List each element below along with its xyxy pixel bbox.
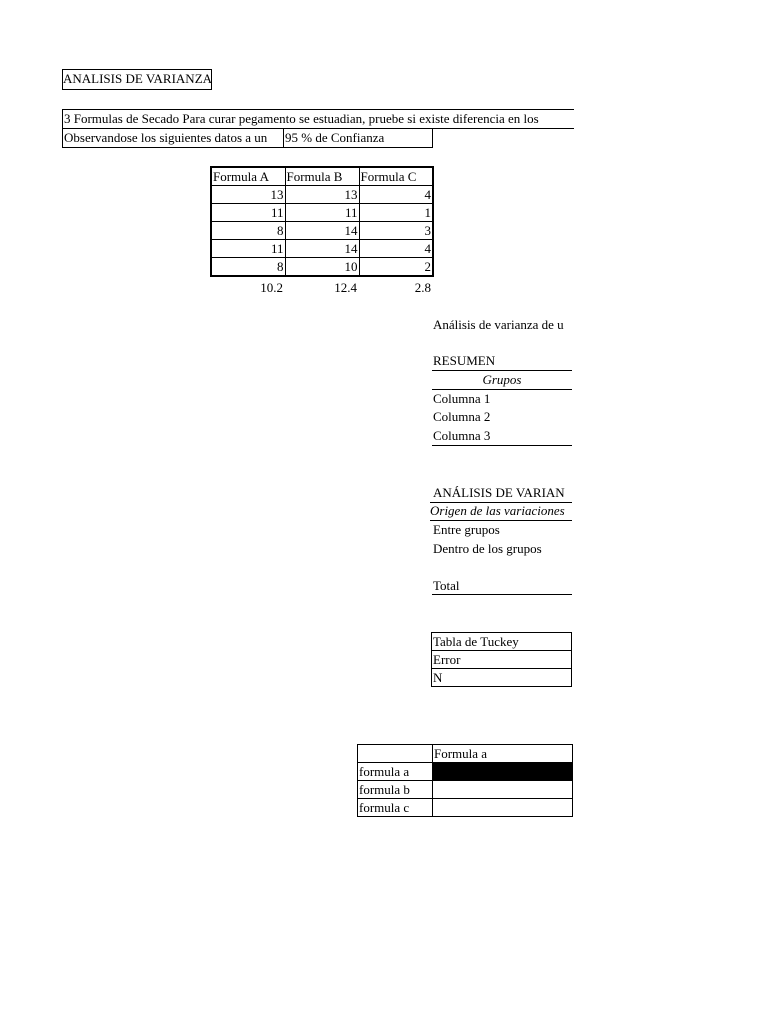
resumen-bottom-rule	[432, 445, 572, 446]
comparison-table	[357, 744, 573, 817]
data-table	[210, 166, 434, 277]
comparison-filled-cell	[433, 763, 573, 781]
mean-formula-b: 12.4	[334, 280, 357, 295]
table-row	[358, 781, 573, 799]
page-title-text: ANALISIS DE VARIANZA	[63, 71, 213, 86]
comparison-empty-cell	[433, 781, 573, 799]
data-cell: 14	[285, 240, 359, 258]
data-cell: 10	[285, 258, 359, 277]
comparison-row-label: formula c	[358, 799, 433, 817]
comparison-row-label: formula a	[358, 763, 433, 781]
data-cell: 2	[359, 258, 433, 277]
header-formula-b: Formula B	[285, 167, 359, 186]
table-row	[358, 763, 573, 781]
resumen-title: RESUMEN	[433, 353, 496, 368]
statement-line-2-text: Observandose los siguientes datos a un	[64, 130, 268, 145]
title-cell-border	[62, 69, 212, 90]
statement-line-2	[62, 128, 284, 148]
table-row	[432, 651, 572, 669]
mean-formula-c: 2.8	[414, 280, 431, 295]
data-cell: 8	[211, 222, 285, 240]
table-row	[358, 799, 573, 817]
anova-row-dentro: Dentro de los grupos	[433, 541, 542, 556]
table-row	[211, 240, 433, 258]
anova-header-origen: Origen de las variaciones	[430, 503, 565, 518]
data-cell: 11	[285, 204, 359, 222]
tuckey-title-cell: Tabla de Tuckey	[432, 633, 572, 651]
data-cell: 13	[211, 186, 285, 204]
comparison-empty-cell	[433, 799, 573, 817]
anova-row-entre: Entre grupos	[433, 522, 500, 537]
resumen-row-1: Columna 1	[433, 391, 491, 406]
statement-line-1	[62, 109, 574, 129]
table-row	[211, 204, 433, 222]
table-row	[358, 745, 573, 763]
table-row	[432, 633, 572, 651]
anova-heading: Análisis de varianza de u	[433, 317, 564, 332]
anova-row-total: Total	[433, 578, 460, 593]
table-row	[211, 186, 433, 204]
comparison-row-label: formula b	[358, 781, 433, 799]
anova-table-title: ANÁLISIS DE VARIAN	[433, 485, 565, 500]
data-cell: 13	[285, 186, 359, 204]
table-row	[432, 669, 572, 687]
resumen-row-3: Columna 3	[433, 428, 491, 443]
resumen-row-2: Columna 2	[433, 409, 491, 424]
mean-formula-a: 10.2	[260, 280, 283, 295]
data-cell: 11	[211, 240, 285, 258]
data-cell: 4	[359, 186, 433, 204]
table-row	[211, 222, 433, 240]
tuckey-table	[431, 632, 572, 687]
data-cell: 4	[359, 240, 433, 258]
header-formula-c: Formula C	[359, 167, 433, 186]
comparison-corner-cell	[358, 745, 433, 763]
confidence-text: 95 % de Confianza	[285, 130, 385, 145]
tuckey-error-cell: Error	[432, 651, 572, 669]
anova-bottom-rule	[432, 594, 572, 595]
data-cell: 3	[359, 222, 433, 240]
resumen-header-grupos: Grupos	[482, 372, 522, 387]
comparison-col-header: Formula a	[433, 745, 573, 763]
data-cell: 8	[211, 258, 285, 277]
tuckey-n-cell: N	[432, 669, 572, 687]
table-row	[211, 258, 433, 277]
data-table-header-row	[211, 167, 433, 186]
data-cell: 11	[211, 204, 285, 222]
statement-line-1-text: 3 Formulas de Secado Para curar pegamento se estuadian, pruebe si existe diferencia en los	[64, 111, 539, 126]
data-cell: 14	[285, 222, 359, 240]
data-cell: 1	[359, 204, 433, 222]
confidence-cell	[283, 128, 433, 148]
header-formula-a: Formula A	[211, 167, 285, 186]
